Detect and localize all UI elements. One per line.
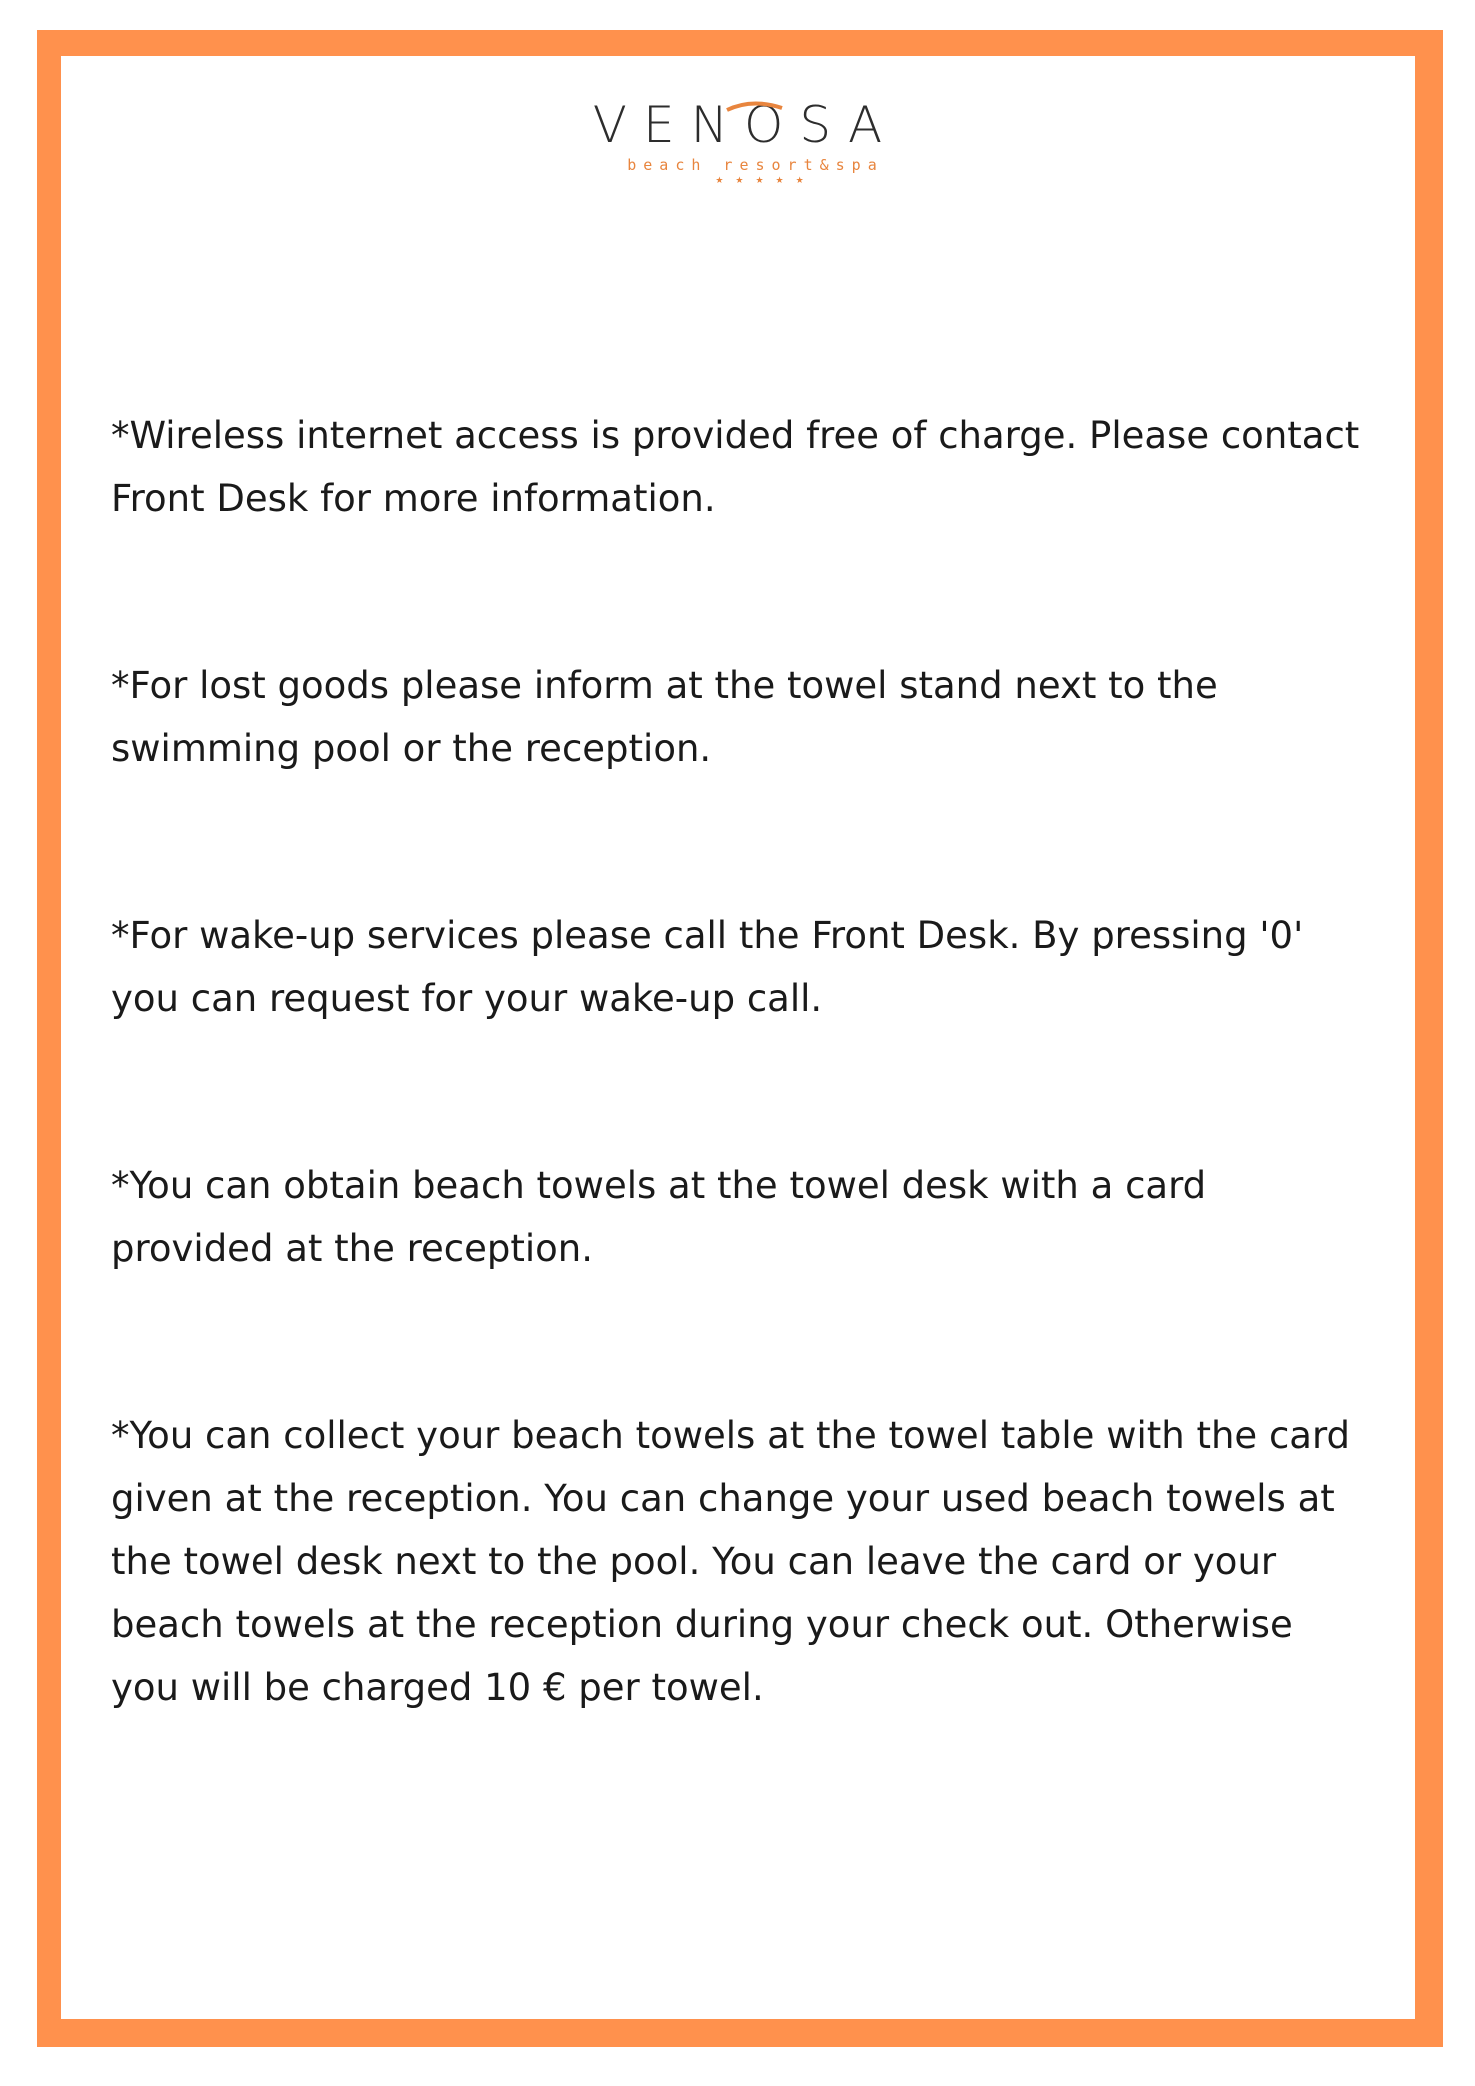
notice-lost-goods: *For lost goods please inform at the towel stand next to the swimming pool or the reception.: [111, 664, 1218, 770]
venosa-logo: [0, 96, 1475, 186]
logo-name: VENOSA: [592, 96, 899, 154]
logo-swoosh-icon: [577, 100, 877, 160]
notice-list: [111, 404, 1361, 1843]
logo-stars: ★★★★★: [715, 176, 816, 186]
notice-towel-collection: *You can collect your beach towels at the towel table with the card given at the reception. You can change your used beach towels at the towel desk next to the pool. You can leave the card or your beach towels at the reception during your check out. Otherwise you will be charged 10 € per towel.: [111, 1414, 1351, 1709]
logo-wordmark: [577, 96, 899, 154]
logo-tagline: beach resort&spa: [627, 156, 884, 174]
notice-beach-towels: *You can obtain beach towels at the towel desk with a card provided at the reception.: [111, 1164, 1207, 1270]
notice-wake-up: *For wake-up services please call the Front Desk. By pressing '0' you can request for your wake-up call.: [111, 914, 1304, 1020]
notice-wifi: *Wireless internet access is provided free of charge. Please contact Front Desk for more information.: [111, 414, 1360, 520]
